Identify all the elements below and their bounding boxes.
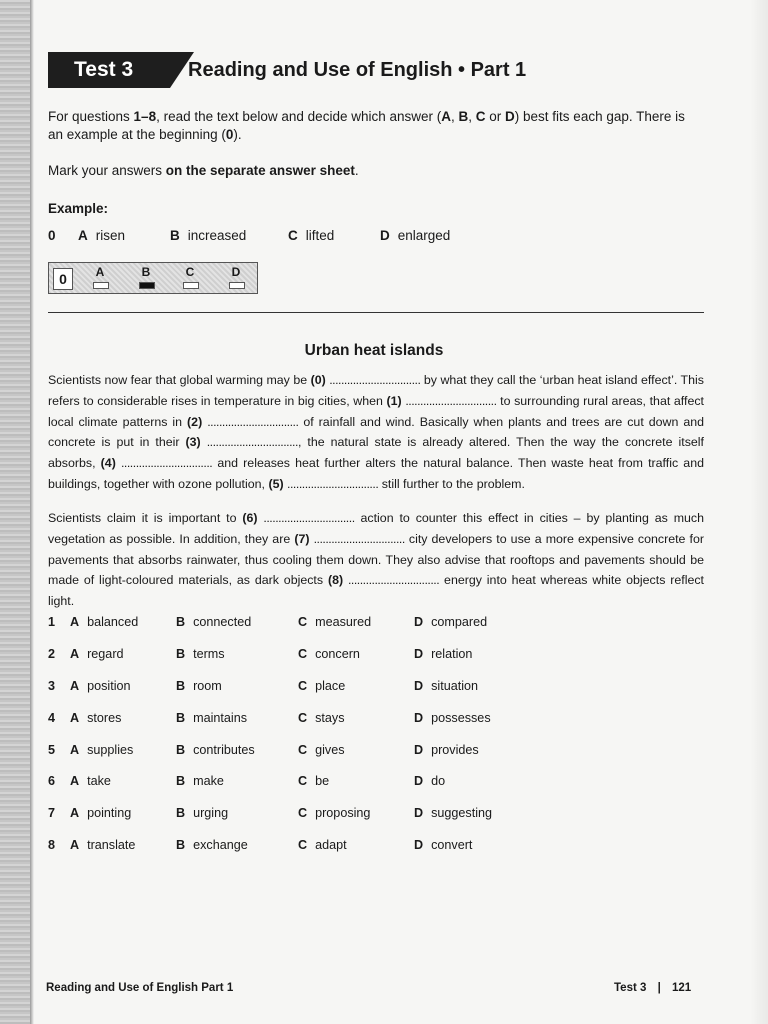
book-spine-shadow bbox=[0, 0, 30, 1024]
answer-sheet-number: 0 bbox=[53, 268, 73, 290]
footer-test-label: Test 3 bbox=[614, 982, 647, 994]
question-row: 5 A supplies B contributes C gives D provides bbox=[48, 743, 479, 757]
answer-sheet-letter-c: C bbox=[185, 265, 195, 279]
example-option-d: D enlarged bbox=[380, 228, 451, 243]
answer-sheet-letter-d: D bbox=[231, 265, 241, 279]
question-row: 4 A stores B maintains C stays D possesses bbox=[48, 711, 491, 725]
passage-paragraph-2: Scientists claim it is important to (6) ............................... action to counter this effect in cities – by planting as much vegetation as possible. In addition, they are (7) ............................... city developers to use a more expensive concrete for pavements that absorbs rainwater, thus cooling them down. They also advise that rooftops and pavements should be made of light-coloured materials, as dark objects (8) ............................... energy into heat whereas white objects reflect light. bbox=[48, 511, 704, 609]
example-row bbox=[48, 228, 698, 248]
page-edge bbox=[750, 0, 768, 1024]
example-option-a: A risen bbox=[78, 228, 126, 243]
example-answer-sheet bbox=[48, 262, 258, 294]
footer-section-label: Reading and Use of English Part 1 bbox=[46, 982, 234, 994]
page-number: 121 bbox=[672, 982, 692, 994]
passage-paragraph-1: Scientists now fear that global warming may be (0) ............................... by what they call the ‘urban heat island effect’. This refers to considerable rises in temperature in big cities, when (1) ............................... to surrounding rural areas, that affect local climate patterns in (2) ............................... of rainfall and wind. Basically when plants and trees are cut down and concrete is put in their (3) ..............................., the natural state is already altered. Then the way the concrete itself absorbs, (4) ............................... and releases heat further alters the natural balance. Then waste heat from traffic and buildings, together with ozone pollution, (5) ............................... still further to the problem. bbox=[48, 373, 705, 491]
instructions-line-1: For questions 1–8, read the text below and decide which answer (A, B, C or D) best fits each gap. There is an example at the beginning (0). bbox=[48, 109, 685, 142]
question-row: 2 A regard B terms C concern D relation bbox=[48, 647, 473, 661]
example-option-c: C lifted bbox=[288, 228, 335, 243]
question-row: 3 A position B room C place D situation bbox=[48, 679, 479, 693]
divider bbox=[48, 312, 704, 313]
question-row: 8 A translate B exchange C adapt D convert bbox=[48, 838, 473, 852]
example-number: 0 bbox=[48, 228, 56, 243]
example-option-b: B increased bbox=[170, 228, 247, 243]
footer-divider: | bbox=[657, 982, 661, 994]
answer-box-d bbox=[229, 282, 245, 289]
answer-sheet-letter-a: A bbox=[95, 265, 105, 279]
answer-box-c bbox=[183, 282, 199, 289]
passage-title: Urban heat islands bbox=[304, 342, 444, 359]
test-label: Test 3 bbox=[48, 52, 170, 88]
question-row: 1 A balanced B connected C measured D compared bbox=[48, 615, 488, 629]
answer-box-a bbox=[93, 282, 109, 289]
question-row: 7 A pointing B urging C proposing D suggesting bbox=[48, 806, 493, 820]
page-title: Reading and Use of English • Part 1 bbox=[188, 59, 527, 81]
footer-page-info bbox=[614, 982, 691, 994]
question-row: 6 A take B make C be D do bbox=[48, 774, 446, 788]
instructions-line-2: Mark your answers on the separate answer sheet. bbox=[48, 163, 359, 178]
example-heading: Example: bbox=[48, 201, 109, 216]
answer-sheet-letter-b: B bbox=[141, 265, 151, 279]
answer-box-b-filled bbox=[139, 282, 155, 289]
section-header bbox=[48, 52, 688, 88]
